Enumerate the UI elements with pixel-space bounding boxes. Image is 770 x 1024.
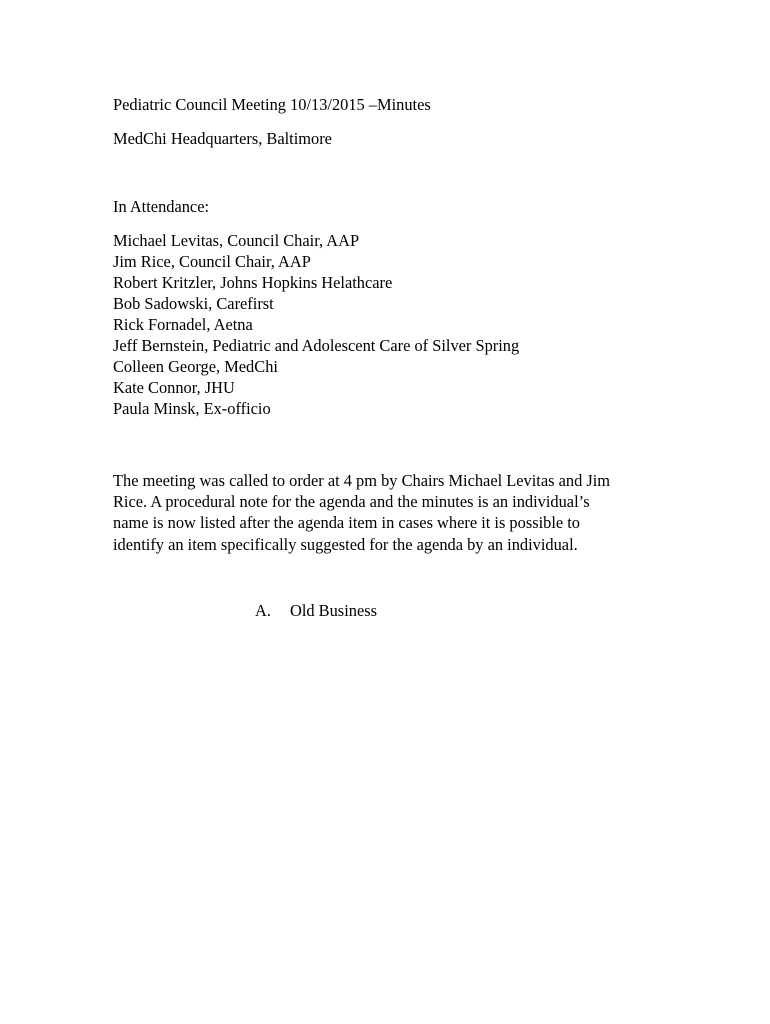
document-title: Pediatric Council Meeting 10/13/2015 –Minutes [113, 95, 431, 114]
paragraph-line: identify an item specifically suggested for the agenda by an individual. [113, 534, 578, 554]
attendance-heading: In Attendance: [113, 197, 210, 216]
attendee-item: Rick Fornadel, Aetna [113, 315, 253, 334]
section-title: Old Business [290, 601, 377, 620]
section-heading-old-business [255, 600, 377, 621]
attendee-item: Paula Minsk, Ex-officio [113, 399, 271, 418]
attendee-item: Michael Levitas, Council Chair, AAP [113, 231, 360, 250]
attendee-item: Kate Connor, JHU [113, 378, 235, 397]
attendee-item: Bob Sadowski, Carefirst [113, 294, 274, 313]
paragraph-line: The meeting was called to order at 4 pm by Chairs Michael Levitas and Jim [113, 471, 611, 490]
meeting-location: MedChi Headquarters, Baltimore [113, 129, 332, 148]
attendee-item: Jim Rice, Council Chair, AAP [113, 252, 311, 271]
attendee-item: Robert Kritzler, Johns Hopkins Helathcare [113, 273, 393, 292]
section-letter: A. [255, 601, 271, 620]
attendee-item: Jeff Bernstein, Pediatric and Adolescent Care of Silver Spring [113, 336, 520, 355]
attendee-list [113, 230, 519, 419]
meeting-summary-paragraph [113, 470, 673, 555]
attendee-item: Colleen George, MedChi [113, 357, 278, 376]
paragraph-line: name is now listed after the agenda item in cases where it is possible to [113, 513, 581, 533]
paragraph-line: Rice. A procedural note for the agenda and the minutes is an individual’s [113, 492, 590, 512]
